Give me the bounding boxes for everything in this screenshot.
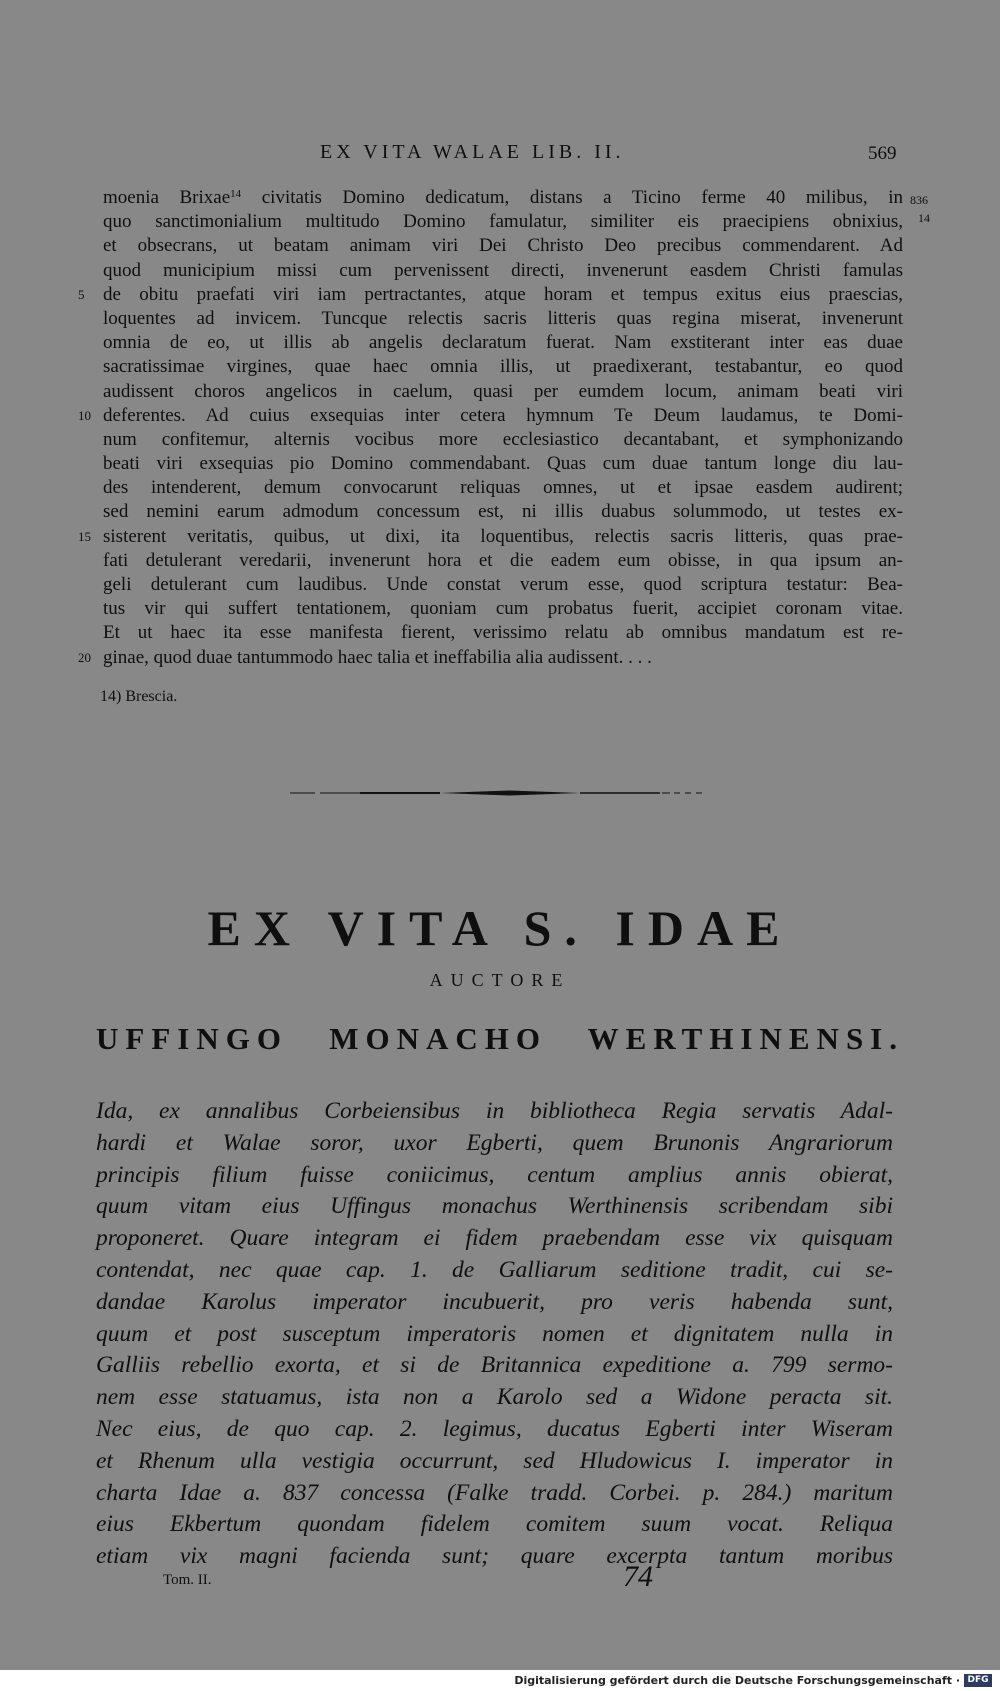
intro-line: dandae Karolus imperator incubuerit, pro veris habenda sunt, xyxy=(96,1288,893,1315)
text-line: beati viri exsequias pio Domino commendabant. Quas cum duae tantum longe diu lau- xyxy=(103,453,903,475)
intro-text-block xyxy=(96,1096,893,1573)
text-line: des intenderent, demum convocarunt reliquas omnes, ut et ipsae easdem audirent; xyxy=(103,477,903,499)
text-line: geli detulerant cum laudibus. Unde constat verum esse, quod scriptura testatur: Bea- xyxy=(103,574,903,595)
text-line: sed nemini earum admodum concessum est, ni illis duabus solummodo, ut testes ex- xyxy=(103,501,903,523)
text-line xyxy=(103,186,903,210)
section-divider xyxy=(290,789,710,797)
intro-line: nem esse statuamus, ista non a Karolo sed a Widone peracta sit. xyxy=(96,1384,893,1411)
margin-year: 836 xyxy=(910,193,928,207)
margin-note-ref: 14 xyxy=(918,211,930,225)
text-fragment: moenia Brixae xyxy=(103,187,231,208)
signature-mark: 74 xyxy=(623,1560,653,1593)
section-auctore: AUCTORE xyxy=(429,970,571,990)
text-line: tus vir qui suffert tentationem, quoniam cum probatus fuerit, accipiet coronam vitae. xyxy=(103,598,903,620)
text-line: num confitemur, alternis vocibus more ecclesiastico decantabant, et symphonizando xyxy=(103,428,903,450)
footnote: 14) Brescia. xyxy=(100,688,178,705)
text-fragment: deferentes. Ad cuius exsequias inter cetera hymnum Te Deum laudamus, te Domi- xyxy=(103,404,903,426)
text-line: audissent choros angelicos in caelum, quasi per eumdem locum, animam beati viri xyxy=(103,380,903,402)
running-head: EX VITA WALAE LIB. II. xyxy=(320,141,625,163)
text-line: omnia de eo, ut illis ab angelis declaratum fuerat. Nam exstiterant inter eas duae xyxy=(103,332,903,354)
line-number: 20 xyxy=(78,649,91,665)
page-number: 569 xyxy=(868,143,897,164)
intro-line: principis filium fuisse coniicimus, centum amplius annis obierat, xyxy=(96,1161,893,1188)
text-line: quo sanctimonialium multitudo Domino famulatur, similiter eis praecipiens obnixius, xyxy=(103,211,903,233)
text-line: et obsecrans, ut beatam animam viri Dei Christo Deo precibus commendarent. Ad xyxy=(103,235,903,257)
text-line: loquentes ad invicem. Tuncque relectis sacris litteris quas regina miserat, invenerunt xyxy=(103,307,903,329)
intro-line: Ida, ex annalibus Corbeiensibus in bibliotheca Regia servatis Adal- xyxy=(96,1098,893,1124)
intro-line: hardi et Walae soror, uxor Egberti, quem Brunonis Angrariorum xyxy=(96,1129,893,1156)
dfg-credit-text: Digitalisierung gefördert durch die Deutsche Forschungsgemeinschaft · xyxy=(514,1674,960,1687)
text-line: fati detulerant veredarii, invenerunt hora et die eadem eum obisse, in qua ipsum an- xyxy=(103,549,903,571)
section-author: UFFINGO MONACHO WERTHINENSI. xyxy=(96,1021,904,1056)
section-title: EX VITA S. IDAE xyxy=(207,900,793,956)
intro-line: Nec eius, de quo cap. 2. legimus, ducatus Egberti inter Wiseram xyxy=(96,1415,893,1442)
dfg-logo-icon: DFG xyxy=(964,1674,992,1687)
intro-line: quum et post susceptum imperatoris nomen et dignitatem nulla in xyxy=(96,1320,893,1347)
dfg-credit-bar xyxy=(0,1670,1000,1691)
text-line xyxy=(78,404,903,428)
text-fragment: sisterent veritatis, quibus, ut dixi, ita loquentibus, relectis sacris litteris, quas prae- xyxy=(103,525,903,547)
intro-line: etiam vix magni facienda sunt; quare excerpta tantum moribus xyxy=(96,1543,893,1570)
text-line xyxy=(78,525,903,549)
footnote-ref: 14 xyxy=(230,188,242,200)
divider-swell xyxy=(440,791,580,796)
text-line: sacratissimae virgines, quae haec omnia illis, ut praedixerant, testabantur, eo quod xyxy=(103,356,903,378)
text-line: Et ut haec ita esse manifesta fierent, verissimo relatu ab omnibus mandatum est re- xyxy=(103,622,903,644)
text-fragment: ginae, quod duae tantummodo haec talia et ineffabilia alia audissent. . . . xyxy=(103,646,652,668)
text-line xyxy=(78,283,903,307)
intro-line: contendat, nec quae cap. 1. de Galliarum seditione tradit, cui se- xyxy=(96,1256,893,1283)
intro-line: et Rhenum ulla vestigia occurrunt, sed Hludowicus I. imperator in xyxy=(96,1447,893,1474)
upper-text-block xyxy=(78,186,903,670)
text-fragment: civitatis Domino dedicatum, distans a Ticino ferme 40 milibus, in xyxy=(241,187,903,208)
intro-line: proponeret. Quare integram ei fidem praebendam esse vix quisquam xyxy=(96,1225,893,1252)
volume-label: Tom. II. xyxy=(163,1572,212,1588)
intro-line: charta Idae a. 837 concessa (Falke tradd. Corbei. p. 284.) maritum xyxy=(96,1479,893,1506)
intro-line: eius Ekbertum quondam fidelem comitem suum vocat. Reliqua xyxy=(96,1511,893,1538)
line-number: 10 xyxy=(78,407,91,423)
line-number: 5 xyxy=(78,286,85,302)
intro-line: quum vitam eius Uffingus monachus Werthinensis scribendam sibi xyxy=(96,1193,893,1220)
text-fragment: de obitu praefati viri iam pertractantes, atque horam et tempus exitus eius praescias, xyxy=(103,283,903,305)
intro-line: Galliis rebellio exorta, et si de Britannica expeditione a. 799 sermo- xyxy=(96,1352,893,1379)
text-line xyxy=(78,646,903,670)
text-line: quod municipium missi cum pervenissent directi, invenerunt easdem Christi famulas xyxy=(103,259,903,281)
line-number: 15 xyxy=(78,528,91,544)
